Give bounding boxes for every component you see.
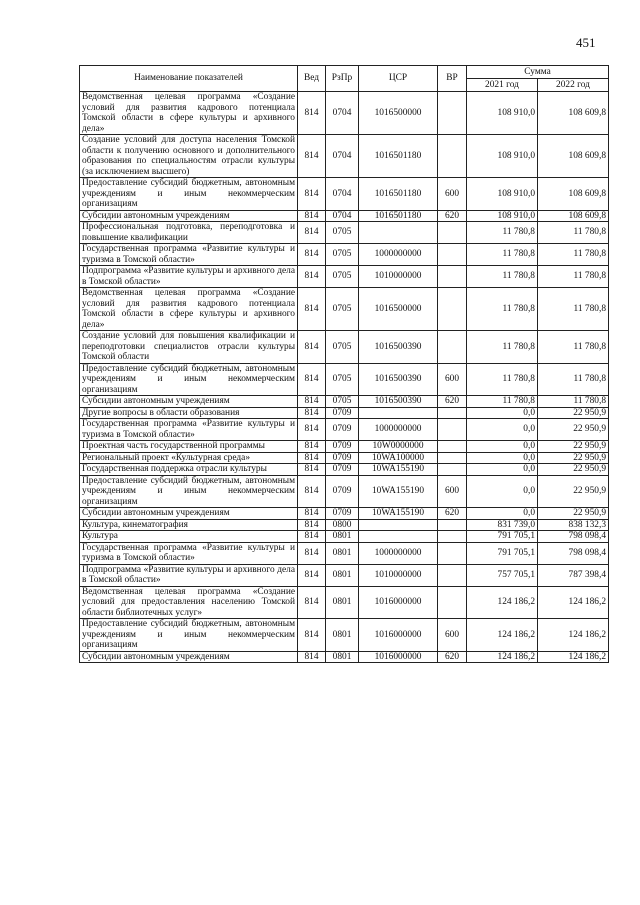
cell-rzpr: 0705 [326, 288, 359, 331]
table-row [80, 266, 609, 288]
cell-rzpr: 0709 [326, 419, 359, 441]
table-row [80, 244, 609, 266]
header-rzpr: РзПр [326, 66, 359, 92]
cell-csr [359, 531, 438, 543]
cell-csr: 1000000000 [359, 244, 438, 266]
table-row [80, 222, 609, 244]
cell-2021: 108 910,0 [467, 92, 538, 135]
cell-ved: 814 [298, 407, 326, 419]
cell-name: Государственная программа «Развитие культуры и туризма в Томской области» [80, 244, 298, 266]
cell-vr [438, 92, 467, 135]
cell-vr [438, 531, 467, 543]
cell-name: Предоставление субсидий бюджетным, автономным учреждениям и иным некоммерческим организациям [80, 363, 298, 396]
budget-table [79, 65, 609, 663]
table-row [80, 542, 609, 564]
cell-vr [438, 266, 467, 288]
cell-rzpr: 0704 [326, 92, 359, 135]
cell-ved: 814 [298, 135, 326, 178]
cell-2022: 11 780,8 [538, 222, 609, 244]
cell-2021: 108 910,0 [467, 210, 538, 222]
cell-rzpr: 0705 [326, 363, 359, 396]
table-row [80, 331, 609, 364]
cell-rzpr: 0704 [326, 210, 359, 222]
cell-2021: 11 780,8 [467, 331, 538, 364]
cell-2021: 0,0 [467, 475, 538, 508]
cell-csr: 10WA155190 [359, 475, 438, 508]
cell-ved: 814 [298, 210, 326, 222]
cell-vr [438, 452, 467, 464]
cell-vr [438, 564, 467, 586]
cell-vr [438, 407, 467, 419]
cell-name: Субсидии автономным учреждениям [80, 396, 298, 408]
cell-2021: 0,0 [467, 441, 538, 453]
cell-2021: 108 910,0 [467, 178, 538, 211]
table-row [80, 210, 609, 222]
table-row [80, 396, 609, 408]
cell-csr: 1000000000 [359, 419, 438, 441]
cell-csr [359, 222, 438, 244]
table-row [80, 475, 609, 508]
cell-csr: 1016500390 [359, 363, 438, 396]
cell-name: Культура [80, 531, 298, 543]
cell-ved: 814 [298, 586, 326, 619]
cell-2022: 22 950,9 [538, 475, 609, 508]
cell-ved: 814 [298, 419, 326, 441]
cell-name: Проектная часть государственной программы [80, 441, 298, 453]
cell-name: Создание условий для доступа населения Томской области к получению основного и дополнительного образования по специальностям отрасли культуры (за исключением высшего) [80, 135, 298, 178]
cell-rzpr: 0801 [326, 586, 359, 619]
cell-rzpr: 0709 [326, 441, 359, 453]
header-sum: Сумма [467, 66, 609, 79]
cell-vr [438, 331, 467, 364]
cell-2022: 22 950,9 [538, 419, 609, 441]
cell-csr: 1016500000 [359, 288, 438, 331]
cell-rzpr: 0801 [326, 651, 359, 663]
cell-2021: 831 739,0 [467, 519, 538, 531]
cell-2021: 11 780,8 [467, 244, 538, 266]
table-row [80, 619, 609, 652]
cell-name: Государственная программа «Развитие культуры и туризма в Томской области» [80, 542, 298, 564]
cell-csr: 1010000000 [359, 266, 438, 288]
cell-csr: 1016500390 [359, 331, 438, 364]
cell-vr: 620 [438, 210, 467, 222]
cell-rzpr: 0801 [326, 531, 359, 543]
table-row [80, 135, 609, 178]
cell-2022: 108 609,8 [538, 135, 609, 178]
cell-vr [438, 519, 467, 531]
cell-rzpr: 0705 [326, 396, 359, 408]
table-row [80, 441, 609, 453]
cell-name: Другие вопросы в области образования [80, 407, 298, 419]
cell-ved: 814 [298, 288, 326, 331]
cell-ved: 814 [298, 464, 326, 476]
cell-rzpr: 0705 [326, 331, 359, 364]
table-row [80, 363, 609, 396]
cell-ved: 814 [298, 475, 326, 508]
cell-name: Предоставление субсидий бюджетным, автономным учреждениям и иным некоммерческим организациям [80, 475, 298, 508]
table-row [80, 178, 609, 211]
cell-rzpr: 0709 [326, 452, 359, 464]
header-csr: ЦСР [359, 66, 438, 92]
cell-csr: 10W0000000 [359, 441, 438, 453]
cell-name: Предоставление субсидий бюджетным, автономным учреждениям и иным некоммерческим организациям [80, 178, 298, 211]
cell-2021: 0,0 [467, 464, 538, 476]
cell-name: Субсидии автономным учреждениям [80, 651, 298, 663]
table-row [80, 407, 609, 419]
header-name: Наименование показателей [80, 66, 298, 92]
cell-ved: 814 [298, 178, 326, 211]
cell-2021: 0,0 [467, 419, 538, 441]
cell-vr [438, 586, 467, 619]
table-body [80, 92, 609, 663]
cell-rzpr: 0801 [326, 619, 359, 652]
cell-2022: 108 609,8 [538, 92, 609, 135]
cell-vr: 600 [438, 619, 467, 652]
cell-vr: 600 [438, 363, 467, 396]
cell-name: Субсидии автономным учреждениям [80, 210, 298, 222]
cell-name: Культура, кинематография [80, 519, 298, 531]
cell-ved: 814 [298, 531, 326, 543]
cell-csr: 1016500000 [359, 92, 438, 135]
cell-2021: 0,0 [467, 407, 538, 419]
cell-csr: 1010000000 [359, 564, 438, 586]
cell-vr [438, 441, 467, 453]
cell-2021: 791 705,1 [467, 542, 538, 564]
cell-2022: 22 950,9 [538, 441, 609, 453]
cell-2021: 11 780,8 [467, 288, 538, 331]
cell-rzpr: 0709 [326, 508, 359, 520]
cell-name: Субсидии автономным учреждениям [80, 508, 298, 520]
cell-rzpr: 0704 [326, 135, 359, 178]
header-year-2022: 2022 год [538, 79, 609, 92]
cell-csr: 10WA100000 [359, 452, 438, 464]
cell-name: Ведомственная целевая программа «Создание условий для развития кадрового потенциала Томской области в сфере культуры и архивного дела» [80, 288, 298, 331]
cell-2021: 0,0 [467, 508, 538, 520]
cell-2021: 11 780,8 [467, 396, 538, 408]
cell-vr: 620 [438, 651, 467, 663]
cell-csr: 1016000000 [359, 586, 438, 619]
cell-ved: 814 [298, 363, 326, 396]
table-row [80, 564, 609, 586]
cell-2022: 11 780,8 [538, 363, 609, 396]
cell-name: Региональный проект «Культурная среда» [80, 452, 298, 464]
cell-vr [438, 464, 467, 476]
cell-vr: 600 [438, 178, 467, 211]
cell-vr [438, 542, 467, 564]
cell-rzpr: 0800 [326, 519, 359, 531]
cell-ved: 814 [298, 396, 326, 408]
header-vr: ВР [438, 66, 467, 92]
header-ved: Вед [298, 66, 326, 92]
cell-rzpr: 0801 [326, 564, 359, 586]
table-header [80, 66, 609, 92]
cell-ved: 814 [298, 619, 326, 652]
cell-ved: 814 [298, 519, 326, 531]
cell-vr [438, 222, 467, 244]
cell-2021: 791 705,1 [467, 531, 538, 543]
cell-vr: 620 [438, 508, 467, 520]
cell-vr: 620 [438, 396, 467, 408]
cell-2022: 124 186,2 [538, 619, 609, 652]
cell-name: Подпрограмма «Развитие культуры и архивного дела в Томской области» [80, 266, 298, 288]
cell-2022: 11 780,8 [538, 396, 609, 408]
table-row [80, 531, 609, 543]
cell-csr: 1016501180 [359, 210, 438, 222]
cell-2022: 838 132,3 [538, 519, 609, 531]
cell-ved: 814 [298, 244, 326, 266]
cell-2022: 108 609,8 [538, 178, 609, 211]
cell-csr: 1000000000 [359, 542, 438, 564]
table-row [80, 288, 609, 331]
cell-2022: 22 950,9 [538, 452, 609, 464]
cell-rzpr: 0709 [326, 475, 359, 508]
cell-name: Профессиональная подготовка, переподготовка и повышение квалификации [80, 222, 298, 244]
cell-vr [438, 419, 467, 441]
cell-2022: 11 780,8 [538, 331, 609, 364]
cell-2021: 0,0 [467, 452, 538, 464]
cell-name: Ведомственная целевая программа «Создание условий для развития кадрового потенциала Томской области в сфере культуры и архивного дела» [80, 92, 298, 135]
cell-name: Предоставление субсидий бюджетным, автономным учреждениям и иным некоммерческим организациям [80, 619, 298, 652]
cell-name: Подпрограмма «Развитие культуры и архивного дела в Томской области» [80, 564, 298, 586]
cell-2022: 108 609,8 [538, 210, 609, 222]
cell-name: Ведомственная целевая программа «Создание условий для предоставления населению Томской области библиотечных услуг» [80, 586, 298, 619]
cell-ved: 814 [298, 331, 326, 364]
table-row [80, 419, 609, 441]
cell-csr [359, 407, 438, 419]
cell-csr: 1016501180 [359, 135, 438, 178]
cell-ved: 814 [298, 508, 326, 520]
table-row [80, 519, 609, 531]
table-row [80, 508, 609, 520]
page-number: 451 [576, 35, 596, 50]
cell-csr: 10WA155190 [359, 508, 438, 520]
cell-2022: 22 950,9 [538, 508, 609, 520]
cell-name: Государственная поддержка отрасли культуры [80, 464, 298, 476]
cell-vr [438, 244, 467, 266]
cell-ved: 814 [298, 92, 326, 135]
cell-csr: 1016000000 [359, 619, 438, 652]
cell-2021: 124 186,2 [467, 651, 538, 663]
cell-name: Создание условий для повышения квалификации и переподготовки специалистов отрасли культуры Томской области [80, 331, 298, 364]
table-row [80, 586, 609, 619]
cell-vr [438, 135, 467, 178]
cell-rzpr: 0709 [326, 407, 359, 419]
header-year-2021: 2021 год [467, 79, 538, 92]
cell-rzpr: 0705 [326, 244, 359, 266]
cell-2021: 11 780,8 [467, 363, 538, 396]
cell-csr: 1016000000 [359, 651, 438, 663]
cell-2021: 124 186,2 [467, 619, 538, 652]
cell-2021: 124 186,2 [467, 586, 538, 619]
cell-csr: 1016500390 [359, 396, 438, 408]
cell-2021: 108 910,0 [467, 135, 538, 178]
cell-2022: 22 950,9 [538, 407, 609, 419]
cell-2022: 798 098,4 [538, 542, 609, 564]
cell-csr: 1016501180 [359, 178, 438, 211]
cell-ved: 814 [298, 266, 326, 288]
table-row [80, 464, 609, 476]
cell-2022: 124 186,2 [538, 651, 609, 663]
cell-2021: 11 780,8 [467, 266, 538, 288]
cell-ved: 814 [298, 542, 326, 564]
cell-rzpr: 0705 [326, 222, 359, 244]
cell-csr [359, 519, 438, 531]
table-row [80, 651, 609, 663]
cell-vr [438, 288, 467, 331]
cell-vr: 600 [438, 475, 467, 508]
cell-ved: 814 [298, 651, 326, 663]
cell-ved: 814 [298, 222, 326, 244]
cell-ved: 814 [298, 441, 326, 453]
cell-2021: 757 705,1 [467, 564, 538, 586]
cell-ved: 814 [298, 452, 326, 464]
table-row [80, 452, 609, 464]
cell-rzpr: 0704 [326, 178, 359, 211]
table-row [80, 92, 609, 135]
cell-rzpr: 0705 [326, 266, 359, 288]
cell-2022: 787 398,4 [538, 564, 609, 586]
cell-name: Государственная программа «Развитие культуры и туризма в Томской области» [80, 419, 298, 441]
cell-rzpr: 0709 [326, 464, 359, 476]
cell-ved: 814 [298, 564, 326, 586]
cell-2022: 124 186,2 [538, 586, 609, 619]
cell-2022: 11 780,8 [538, 266, 609, 288]
cell-2022: 798 098,4 [538, 531, 609, 543]
cell-rzpr: 0801 [326, 542, 359, 564]
cell-2022: 22 950,9 [538, 464, 609, 476]
cell-2022: 11 780,8 [538, 288, 609, 331]
cell-csr: 10WA155190 [359, 464, 438, 476]
cell-2021: 11 780,8 [467, 222, 538, 244]
cell-2022: 11 780,8 [538, 244, 609, 266]
